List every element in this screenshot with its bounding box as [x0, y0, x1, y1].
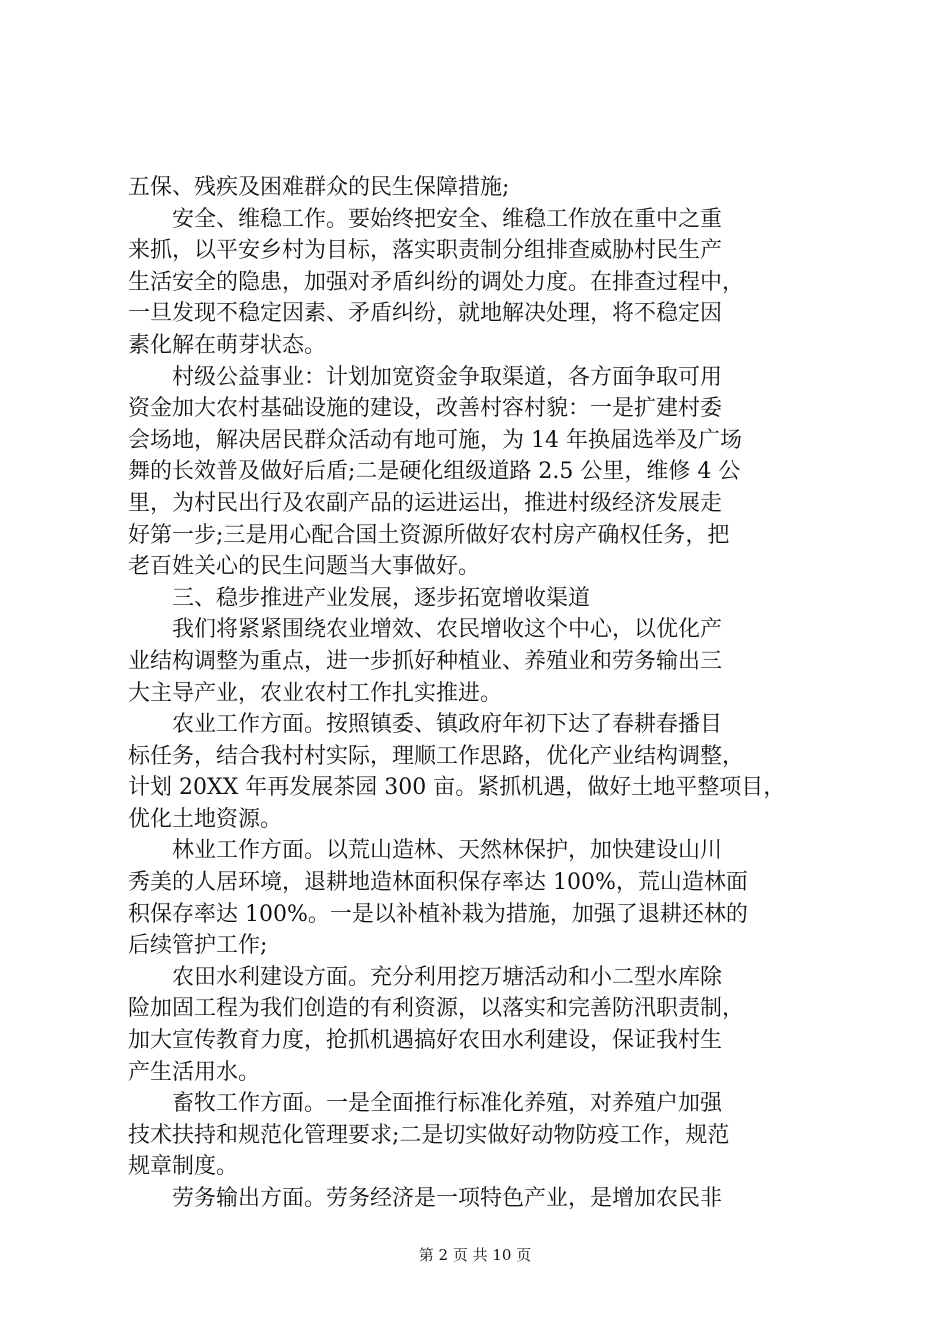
text-line: 标任务，结合我村村实际，理顺工作思路，优化产业结构调整，: [128, 743, 745, 769]
text-line: 生活安全的隐患，加强对矛盾纠纷的调处力度。在排查过程中，: [128, 269, 745, 295]
text-line: 技术扶持和规范化管理要求;二是切实做好动物防疫工作，规范: [128, 1122, 730, 1148]
text-line: 险加固工程为我们创造的有利资源，以落实和完善防汛职责制，: [128, 996, 745, 1022]
text-line: 好第一步;三是用心配合国土资源所做好农村房产确权任务，把: [128, 522, 730, 548]
text-line: 农业工作方面。按照镇委、镇政府年初下达了春耕春播目: [128, 712, 723, 738]
text-line: 优化土地资源。: [128, 806, 283, 832]
text-line: 素化解在萌芽状态。: [128, 332, 327, 358]
text-line: 老百姓关心的民生问题当大事做好。: [128, 554, 481, 580]
text-line: 舞的长效普及做好后盾;二是硬化组级道路 2.5 公里，维修 4 公: [128, 459, 741, 485]
text-line: 五保、残疾及困难群众的民生保障措施;: [128, 175, 510, 200]
text-line: 加大宣传教育力度，抢抓机遇搞好农田水利建设，保证我村生: [128, 1028, 723, 1054]
text-line: 积保存率达 100%。一是以补植补栽为措施，加强了退耕还林的: [128, 901, 748, 927]
text-line: 资金加大农村基础设施的建设，改善村容村貌：一是扩建村委: [128, 396, 723, 422]
text-line: 村级公益事业：计划加宽资金争取渠道，各方面争取可用: [128, 364, 723, 390]
text-line: 里，为村民出行及农副产品的运进运出，推进村级经济发展走: [128, 490, 723, 516]
text-line: 安全、维稳工作。要始终把安全、维稳工作放在重中之重: [128, 206, 723, 232]
text-line: 秀美的人居环境，退耕地造林面积保存率达 100%，荒山造林面: [128, 870, 748, 896]
text-line: 计划 20XX 年再发展茶园 300 亩。紧抓机遇，做好土地平整项目，: [128, 775, 786, 801]
text-line: 产生活用水。: [128, 1059, 261, 1085]
text-line: 后续管护工作;: [128, 933, 268, 959]
text-line: 三、稳步推进产业发展，逐步拓宽增收渠道: [128, 585, 591, 611]
text-line: 规章制度。: [128, 1154, 239, 1180]
text-line: 畜牧工作方面。一是全面推行标准化养殖，对养殖户加强: [128, 1091, 723, 1117]
text-line: 农田水利建设方面。充分利用挖万塘活动和小二型水库除: [128, 964, 723, 990]
text-line: 业结构调整为重点，进一步抓好种植业、养殖业和劳务输出三: [128, 648, 723, 674]
text-line: 来抓，以平安乡村为目标，落实职责制分组排查威胁村民生产: [128, 238, 723, 264]
text-line: 会场地，解决居民群众活动有地可施，为 14 年换届选举及广场: [128, 427, 742, 453]
document-body: [128, 172, 838, 1215]
text-line: 大主导产业，农业农村工作扎实推进。: [128, 680, 503, 706]
text-line: 我们将紧紧围绕农业增效、农民增收这个中心，以优化产: [128, 617, 723, 643]
text-line: 林业工作方面。以荒山造林、天然林保护，加快建设山川: [128, 838, 723, 864]
text-line: 一旦发现不稳定因素、矛盾纠纷，就地解决处理，将不稳定因: [128, 301, 723, 327]
page-footer: 第 2 页 共 10 页: [418, 1246, 532, 1264]
text-line: 劳务输出方面。劳务经济是一项特色产业，是增加农民非: [128, 1186, 723, 1211]
